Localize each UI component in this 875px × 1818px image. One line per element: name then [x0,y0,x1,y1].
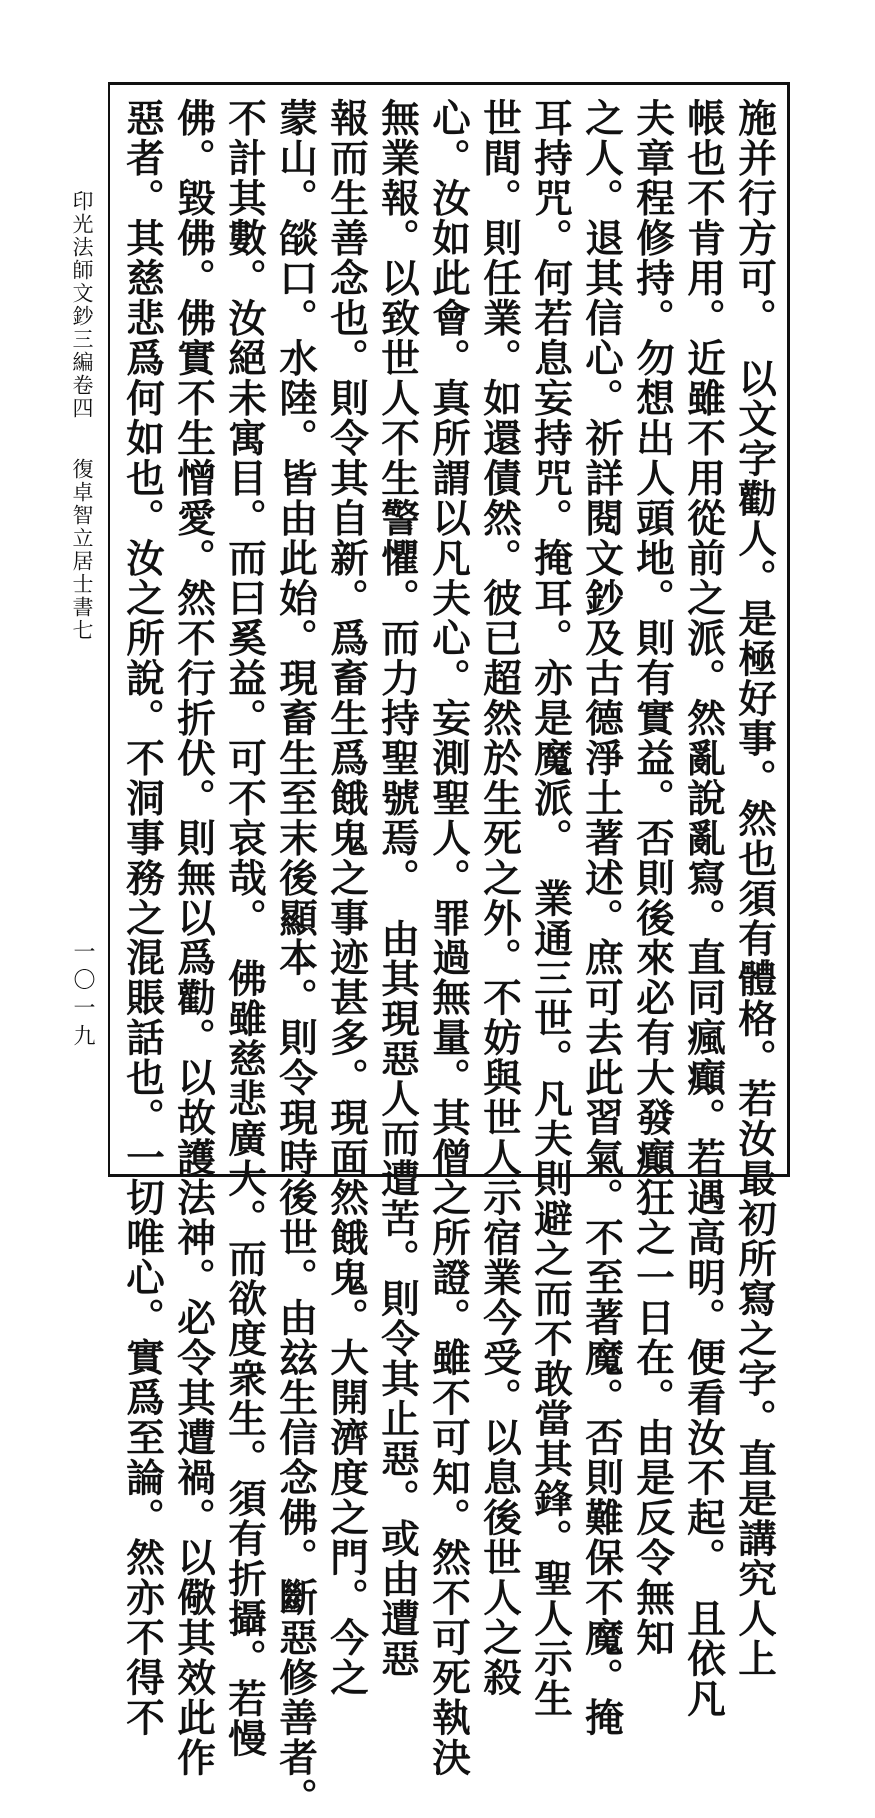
text-column: 帳也不肯用。近雖不用從前之派。然亂說亂寫。直同瘋癲。若遇高明。便看汝不起。 且依凡 [681,98,726,1719]
text-column: 惡者。其慈悲爲何如也。汝之所說。不洞事務之混賬話也。一切唯心。實爲至論。然亦不得不 [120,98,165,1738]
text-column: 蒙山。燄口。水陸。皆由此始。現畜生至末後顯本。則令現時後世。由玆生信念佛。斷惡修善者。 [273,98,318,1818]
text-column: 夫章程修持。勿想出人頭地。則有實益。否則後來必有大發癲狂之一日在。由是反令無知 [630,98,675,1658]
text-column: 佛。毀佛。佛實不生憎愛。然不行折伏。則無以爲勸。以故護法神。必令其遭禍。以儆其效此作 [171,98,216,1778]
text-column: 心。汝如此會。真所謂以凡夫心。妄測聖人。罪過無量。其僧之所證。雖不可知。然不可死執決 [426,98,471,1778]
text-column: 報而生善念也。則令其自新。爲畜生爲餓鬼之事迹甚多。現面然餓鬼。大開濟度之門。今之 [324,98,369,1698]
text-column: 無業報。以致世人不生警懼。而力持聖號焉。 由其現惡人而遭苦。則令其止惡。或由遭惡 [375,98,420,1679]
text-column: 不計其數。汝絕未寓目。而曰奚益。可不哀哉。 佛雖慈悲廣大。而欲度衆生。須有折攝。若慢 [222,98,267,1759]
text-column: 之人。退其信心。祈詳閱文鈔及古德淨土著述。庶可去此習氣。不至著魔。否則難保不魔。掩 [579,98,624,1738]
section-title: 復卓智立居士書七 [70,458,94,642]
running-title: 印光法師文鈔三編卷四 [70,190,94,420]
text-column: 施并行方可。 以文字勸人。是極好事。然也須有體格。若汝最初所寫之字。直是講究人上 [732,98,777,1679]
text-column: 耳持咒。何若息妄持咒。掩耳。亦是魔派。 業通三世。凡夫則避之而不敢當其鋒。聖人示生 [528,98,573,1719]
page-number: 一〇一九 [70,940,95,1052]
body-text [114,98,780,1818]
text-column: 世間。則任業。如還債然。彼已超然於生死之外。不妨與世人示宿業今受。以息後世人之殺 [477,98,522,1698]
